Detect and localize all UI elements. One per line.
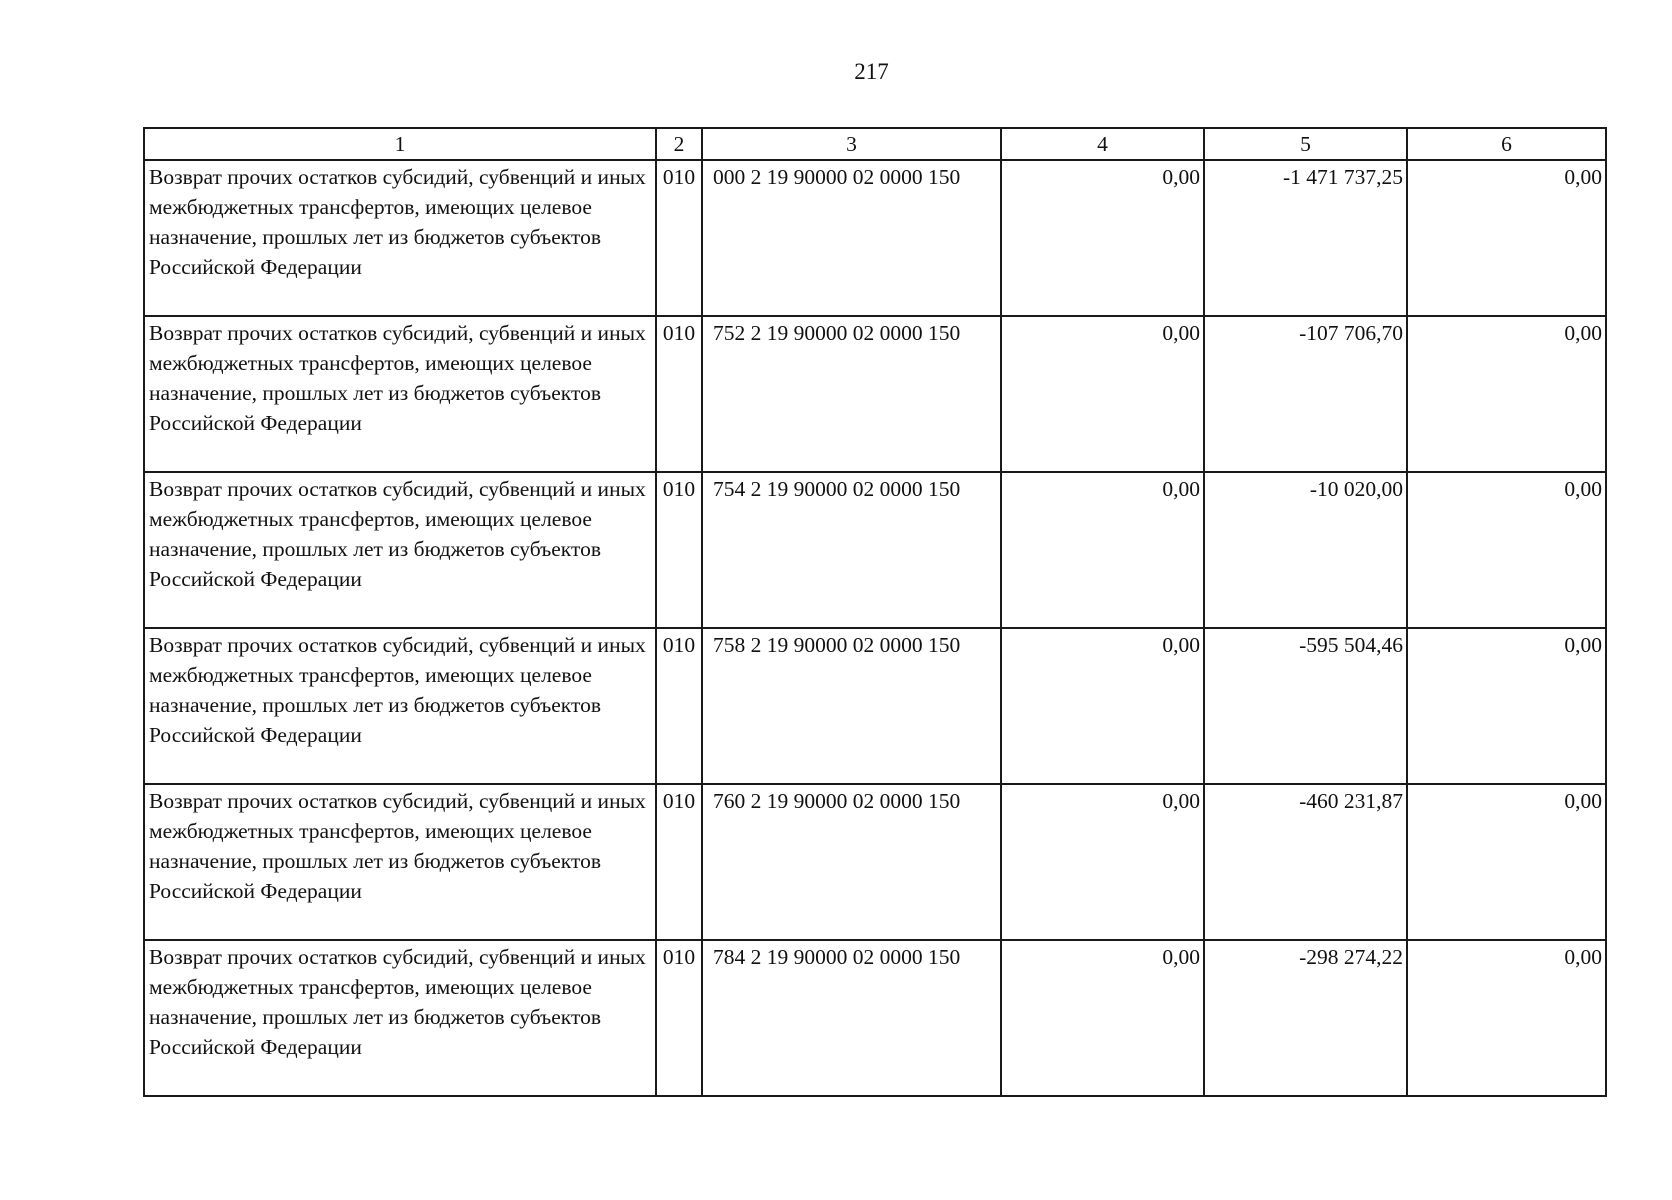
row-budget-code: 758 2 19 90000 02 0000 150 (702, 628, 1001, 784)
row-name: Возврат прочих остатков субсидий, субвенций и иных межбюджетных трансфертов, имеющих целевое назначение, прошлых лет из бюджетов субъектов Российской Федерации (144, 940, 656, 1096)
table-row (144, 940, 1606, 1096)
row-name: Возврат прочих остатков субсидий, субвенций и иных межбюджетных трансфертов, имеющих целевое назначение, прошлых лет из бюджетов субъектов Российской Федерации (144, 784, 656, 940)
row-col6-value: 0,00 (1407, 784, 1606, 940)
row-col5-value: -10 020,00 (1204, 472, 1407, 628)
budget-table (143, 127, 1607, 1097)
table-row (144, 316, 1606, 472)
table-row (144, 160, 1606, 316)
column-header-5: 5 (1204, 128, 1407, 160)
page-number: 217 (854, 59, 889, 84)
row-line-code: 010 (656, 160, 702, 316)
row-line-code: 010 (656, 628, 702, 784)
row-col6-value: 0,00 (1407, 316, 1606, 472)
row-col4-value: 0,00 (1001, 160, 1204, 316)
table-header-row (144, 128, 1606, 160)
row-line-code: 010 (656, 316, 702, 472)
table-row (144, 472, 1606, 628)
row-col6-value: 0,00 (1407, 628, 1606, 784)
row-name: Возврат прочих остатков субсидий, субвенций и иных межбюджетных трансфертов, имеющих целевое назначение, прошлых лет из бюджетов субъектов Российской Федерации (144, 472, 656, 628)
row-col6-value: 0,00 (1407, 940, 1606, 1096)
row-col5-value: -1 471 737,25 (1204, 160, 1407, 316)
row-col5-value: -298 274,22 (1204, 940, 1407, 1096)
row-col6-value: 0,00 (1407, 472, 1606, 628)
column-header-2: 2 (656, 128, 702, 160)
row-col4-value: 0,00 (1001, 316, 1204, 472)
column-header-4: 4 (1001, 128, 1204, 160)
row-col4-value: 0,00 (1001, 940, 1204, 1096)
row-name: Возврат прочих остатков субсидий, субвенций и иных межбюджетных трансфертов, имеющих целевое назначение, прошлых лет из бюджетов субъектов Российской Федерации (144, 160, 656, 316)
column-header-1: 1 (144, 128, 656, 160)
row-budget-code: 754 2 19 90000 02 0000 150 (702, 472, 1001, 628)
row-col5-value: -595 504,46 (1204, 628, 1407, 784)
row-col4-value: 0,00 (1001, 784, 1204, 940)
row-line-code: 010 (656, 784, 702, 940)
row-budget-code: 752 2 19 90000 02 0000 150 (702, 316, 1001, 472)
row-name: Возврат прочих остатков субсидий, субвенций и иных межбюджетных трансфертов, имеющих целевое назначение, прошлых лет из бюджетов субъектов Российской Федерации (144, 628, 656, 784)
row-col4-value: 0,00 (1001, 628, 1204, 784)
table-row (144, 628, 1606, 784)
row-col5-value: -460 231,87 (1204, 784, 1407, 940)
column-header-6: 6 (1407, 128, 1606, 160)
row-col4-value: 0,00 (1001, 472, 1204, 628)
table-row (144, 784, 1606, 940)
row-col5-value: -107 706,70 (1204, 316, 1407, 472)
column-header-3: 3 (702, 128, 1001, 160)
row-col6-value: 0,00 (1407, 160, 1606, 316)
row-line-code: 010 (656, 472, 702, 628)
row-line-code: 010 (656, 940, 702, 1096)
row-name: Возврат прочих остатков субсидий, субвенций и иных межбюджетных трансфертов, имеющих целевое назначение, прошлых лет из бюджетов субъектов Российской Федерации (144, 316, 656, 472)
row-budget-code: 784 2 19 90000 02 0000 150 (702, 940, 1001, 1096)
row-budget-code: 760 2 19 90000 02 0000 150 (702, 784, 1001, 940)
row-budget-code: 000 2 19 90000 02 0000 150 (702, 160, 1001, 316)
